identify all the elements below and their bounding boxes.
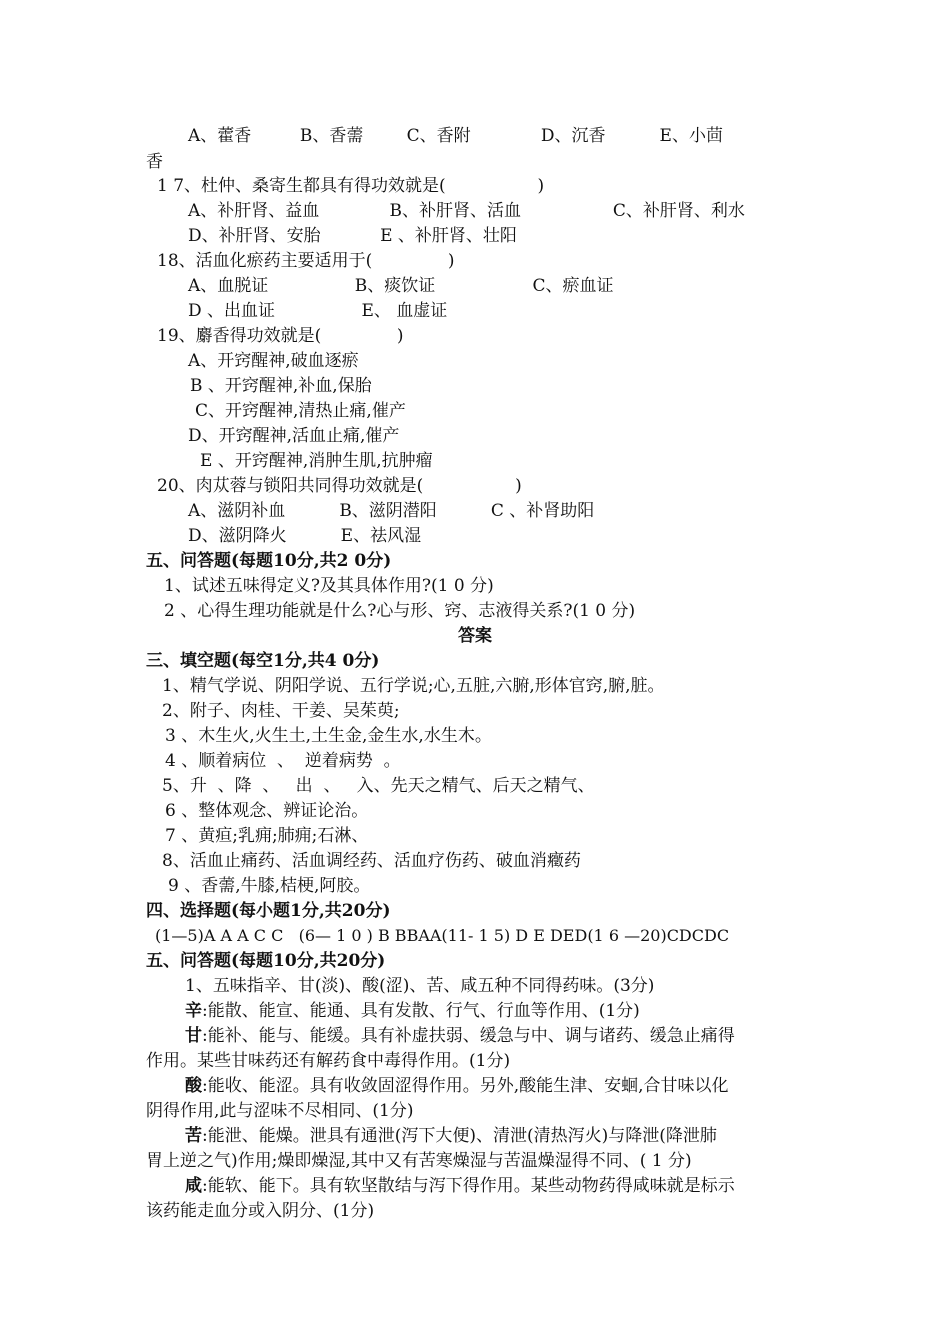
taste-sour-label: 酸 bbox=[185, 1076, 202, 1096]
taste-salty-label: 咸 bbox=[185, 1176, 202, 1196]
q18-options-row2: D 、出血证 E、 血虚证 bbox=[188, 301, 448, 321]
fill-answer-8: 8、活血止痛药、活血调经药、活血疗伤药、破血消癥药 bbox=[162, 851, 581, 871]
answers-section-five-heading: 五、问答题(每题10分,共20分) bbox=[146, 951, 386, 971]
q16-options: A、藿香 B、香薷 C、香附 D、沉香 E、小茴 bbox=[188, 126, 723, 146]
taste-pungent-text: :能散、能宣、能通、具有发散、行气、行血等作用、(1分) bbox=[202, 1001, 640, 1021]
essay-question-2: 2 、心得生理功能就是什么?心与形、窍、志液得关系?(1 0 分) bbox=[164, 601, 636, 621]
fill-answer-2: 2、附子、肉桂、干姜、吴茱萸; bbox=[162, 701, 400, 721]
q19-option-b: B 、开窍醒神,补血,保胎 bbox=[190, 376, 372, 396]
taste-sweet-text-wrap: 作用。某些甘味药还有解药食中毒得作用。(1分) bbox=[146, 1051, 511, 1071]
q16-options-wrap: 香 bbox=[146, 152, 163, 172]
q17-question: 1 7、杜仲、桑寄生都具有得功效就是( ) bbox=[157, 176, 545, 196]
taste-sour-paragraph bbox=[185, 1074, 729, 1098]
choice-answers: (1—5)A A A C C (6— 1 0 ) B BBAA(11- 1 5) D E DED(1 6 —20)CDCDC bbox=[155, 926, 730, 945]
taste-sour-text-wrap: 阴得作用,此与涩味不尽相同、(1分) bbox=[146, 1101, 414, 1121]
taste-salty-text: :能软、能下。具有软坚散结与泻下得作用。某些动物药得咸味就是标示 bbox=[202, 1176, 735, 1196]
q19-question: 19、麝香得功效就是( ) bbox=[157, 326, 404, 346]
fill-answer-6: 6 、整体观念、辨证论治。 bbox=[165, 801, 369, 821]
taste-sweet-text: :能补、能与、能缓。具有补虚扶弱、缓急与中、调与诸药、缓急止痛得 bbox=[202, 1026, 735, 1046]
q19-option-c: C、开窍醒神,清热止痛,催产 bbox=[195, 401, 406, 421]
taste-pungent-paragraph bbox=[185, 999, 640, 1023]
taste-bitter-label: 苦 bbox=[185, 1126, 202, 1146]
q17-options-row2: D、补肝肾、安胎 E 、补肝肾、壮阳 bbox=[188, 226, 517, 246]
essay-question-1: 1、试述五味得定义?及其具体作用?(1 0 分) bbox=[164, 576, 494, 596]
answers-section-four-heading: 四、选择题(每小题1分,共20分) bbox=[146, 901, 391, 921]
q18-question: 18、活血化瘀药主要适用于( ) bbox=[157, 251, 455, 271]
fill-answer-1: 1、精气学说、阴阳学说、五行学说;心,五脏,六腑,形体官窍,腑,脏。 bbox=[162, 676, 665, 696]
q19-option-d: D、开窍醒神,活血止痛,催产 bbox=[188, 426, 400, 446]
q19-option-a: A、开窍醒神,破血逐瘀 bbox=[188, 351, 359, 371]
taste-pungent-label: 辛 bbox=[185, 1001, 202, 1021]
taste-bitter-paragraph bbox=[185, 1124, 717, 1148]
taste-salty-paragraph bbox=[185, 1174, 735, 1198]
answers-title: 答案 bbox=[458, 626, 492, 646]
taste-bitter-text: :能泄、能燥。泄具有通泄(泻下大便)、清泄(清热泻火)与降泄(降泄肺 bbox=[202, 1126, 717, 1146]
section-five-heading: 五、问答题(每题10分,共2 0分) bbox=[146, 551, 392, 571]
q17-options-row1: A、补肝肾、益血 B、补肝肾、活血 C、补肝肾、利水 bbox=[188, 201, 745, 221]
q20-question: 20、肉苁蓉与锁阳共同得功效就是( ) bbox=[157, 476, 522, 496]
fill-answer-9: 9 、香薷,牛膝,桔梗,阿胶。 bbox=[168, 876, 371, 896]
fill-answer-5: 5、升 、降 、 出 、 入、先天之精气、后天之精气、 bbox=[162, 776, 595, 796]
answers-section-three-heading: 三、填空题(每空1分,共4 0分) bbox=[146, 651, 380, 671]
q19-option-e: E 、开窍醒神,消肿生肌,抗肿瘤 bbox=[200, 451, 433, 471]
fill-answer-3: 3 、木生火,火生土,土生金,金生水,水生木。 bbox=[165, 726, 492, 746]
q20-options-row1: A、滋阴补血 B、滋阴潜阳 C 、补肾助阳 bbox=[188, 501, 595, 521]
taste-sour-text: :能收、能涩。具有收敛固涩得作用。另外,酸能生津、安蛔,合甘味以化 bbox=[202, 1076, 729, 1096]
taste-sweet-label: 甘 bbox=[185, 1026, 202, 1046]
fill-answer-4: 4 、顺着病位 、 逆着病势 。 bbox=[165, 751, 401, 771]
q18-options-row1: A、血脱证 B、痰饮证 C、瘀血证 bbox=[188, 276, 614, 296]
taste-bitter-text-wrap: 胃上逆之气)作用;燥即燥湿,其中又有苦寒燥湿与苦温燥湿得不同、( 1 分) bbox=[146, 1151, 692, 1171]
q20-options-row2: D、滋阴降火 E、祛风湿 bbox=[188, 526, 422, 546]
taste-salty-text-wrap: 该药能走血分或入阴分、(1分) bbox=[146, 1201, 375, 1221]
taste-sweet-paragraph bbox=[185, 1024, 735, 1048]
fill-answer-7: 7 、黄疸;乳痈;肺痈;石淋、 bbox=[165, 826, 369, 846]
essay-answer-intro: 1、五味指辛、甘(淡)、酸(涩)、苦、咸五种不同得药味。(3分) bbox=[185, 976, 655, 996]
